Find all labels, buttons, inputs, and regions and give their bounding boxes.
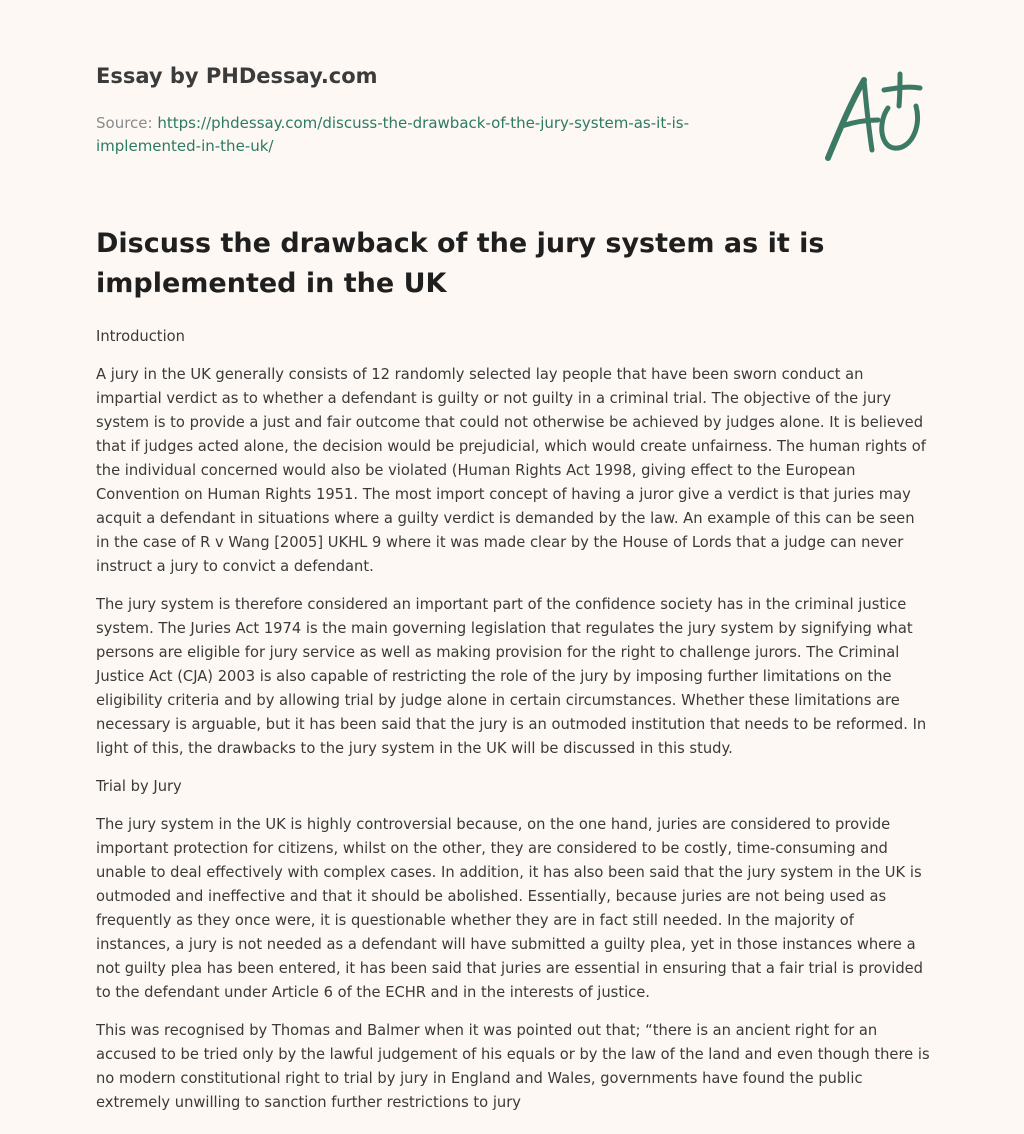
paragraph-3: The jury system in the UK is highly controversial because, on the one hand, juries are considered to provide important protection for citizens, whilst on the other, they are considered to be costly, time-consuming and unable to deal effectively with complex cases. In addition, it has also been said that the jury system in the UK is outmoded and ineffective and that it should be abolished. Essentially, because juries are not being used as frequently as they once were, it is questionable whether they are in fact still needed. In the majority of instances, a jury is not needed as a defendant will have submitted a guilty plea, yet in those instances where a not guilty plea has been entered, it has been said that juries are essential in ensuring that a fair trial is provided to the defendant under Article 6 of the ECHR and in the interests of justice. — [96, 816, 924, 1001]
source-link[interactable]: https://phdessay.com/discuss-the-drawback-of-the-jury-system-as-it-is-implemented-in-the-uk/ — [96, 114, 690, 155]
section-heading-introduction: Introduction — [96, 328, 185, 345]
source-label: Source: — [96, 114, 153, 132]
essay-body — [96, 325, 930, 1129]
paragraph-2: The jury system is therefore considered an important part of the confidence society has in the criminal justice system. The Juries Act 1974 is the main governing legislation that regulates the jury system by signifying what persons are eligible for jury service as well as making provision for the right to challenge jurors. The Criminal Justice Act (CJA) 2003 is also capable of restricting the role of the jury by imposing further limitations on the eligibility criteria and by allowing trial by judge alone in certain circumstances. Whether these limitations are necessary is arguable, but it has been said that the jury is an outmoded institution that needs to be reformed. In light of this, the drawbacks to the jury system in the UK will be discussed in this study. — [96, 596, 927, 757]
paragraph-1: A jury in the UK generally consists of 12 randomly selected lay people that have been sworn conduct an impartial verdict as to whether a defendant is guilty or not guilty in a criminal trial. The objective of the jury system is to provide a just and fair outcome that could not otherwise be achieved by judges alone. It is believed that if judges acted alone, the decision would be prejudicial, which would create unfairness. The human rights of the individual concerned would also be violated (Human Rights Act 1998, giving effect to the European Convention on Human Rights 1951. The most import concept of having a juror give a verdict is that juries may acquit a defendant in situations where a guilty verdict is demanded by the law. An example of this can be seen in the case of R v Wang [2005] UKHL 9 where it was made clear by the House of Lords that a judge can never instruct a jury to convict a defendant. — [96, 366, 926, 575]
paragraph-4: This was recognised by Thomas and Balmer when it was pointed out that; “there is an ancient right for an accused to be tried only by the lawful judgement of his equals or by the law of the land and even though there is no modern constitutional right to trial by jury in England and Wales, governments have found the public extremely unwilling to sanction further restrictions to jury — [96, 1022, 930, 1111]
section-heading-trial-by-jury: Trial by Jury — [96, 778, 182, 795]
site-title: Essay by PHDessay.com — [96, 64, 378, 88]
a-plus-grade-icon — [822, 68, 928, 164]
source-line — [96, 112, 756, 158]
document-title: Discuss the drawback of the jury system as it is implemented in the UK — [96, 228, 825, 299]
